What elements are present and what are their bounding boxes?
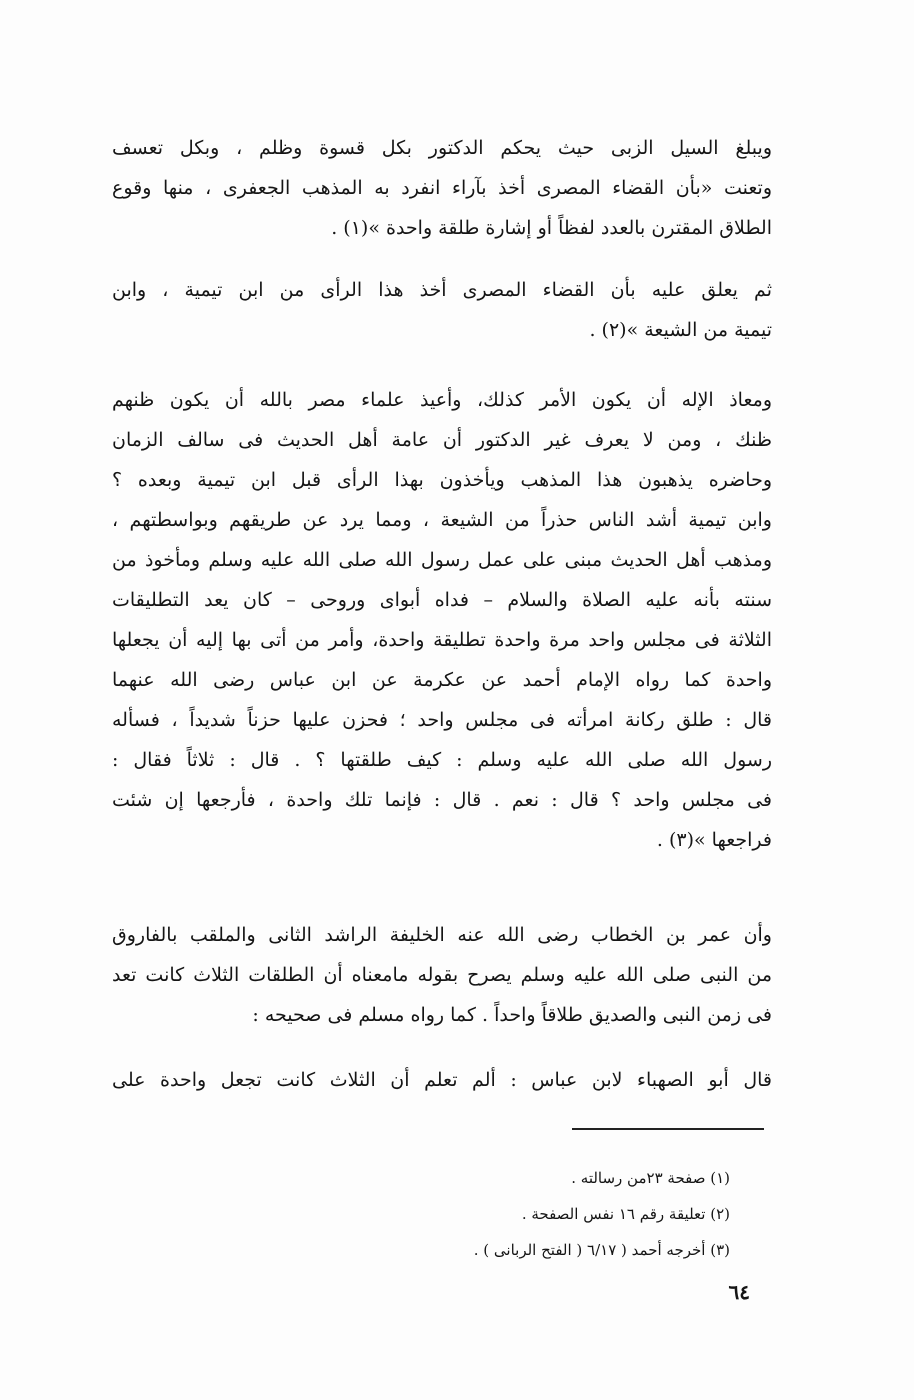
footnote-3: (٣) أخرجه أحمد ( ٦/١٧ ( الفتح الربانى ) .	[473, 1241, 730, 1259]
footnotes	[300, 1160, 730, 1268]
text-line: من النبى صلى الله عليه وسلم يصرح بقوله مامعناه أن الطلقات الثلاث كانت تعد	[112, 964, 772, 986]
text-line: وأن عمر بن الخطاب رضى الله عنه الخليفة الراشد الثانى والملقب بالفاروق	[112, 924, 772, 946]
text-line: رسول الله صلى الله عليه وسلم : كيف طلقتها ؟ . قال : ثلاثاً فقال :	[112, 749, 772, 771]
text-line: ومعاذ الإله أن يكون الأمر كذلك، وأعيذ علماء مصر بالله أن يكون ظنهم	[112, 389, 772, 411]
text-line: وتعنت «بأن القضاء المصرى أخذ بآراء انفرد به المذهب الجعفرى ، منها وقوع	[112, 177, 772, 199]
footnote-divider	[572, 1128, 764, 1130]
text-line: سنته بأنه عليه الصلاة والسلام – فداه أبواى وروحى – كان يعد التطليقات	[112, 589, 772, 611]
paragraph-1	[112, 128, 772, 248]
paragraph-5	[112, 1060, 772, 1100]
text-line: الثلاثة فى مجلس واحد مرة واحدة تطليقة واحدة، وأمر من أتى بها إليه أن يجعلها	[112, 629, 772, 651]
text-line: فى مجلس واحد ؟ قال : نعم . قال : فإنما تلك واحدة ، فأرجعها إن شئت	[112, 789, 772, 811]
text-line: ظنك ، ومن لا يعرف غير الدكتور أن عامة أهل الحديث فى سالف الزمان	[112, 429, 772, 451]
paragraph-4	[112, 915, 772, 1035]
text-line: ويبلغ السيل الزبى حيث يحكم الدكتور بكل قسوة وظلم ، وبكل تعسف	[112, 137, 772, 159]
text-line: ومذهب أهل الحديث مبنى على عمل رسول الله صلى الله عليه وسلم ومأخوذ من	[112, 549, 772, 571]
text-line: قال أبو الصهباء لابن عباس : ألم تعلم أن الثلاث كانت تجعل واحدة على	[112, 1069, 772, 1091]
paragraph-3	[112, 380, 772, 860]
footnote-2: (٢) تعليقة رقم ١٦ نفس الصفحة .	[521, 1205, 730, 1223]
text-line: تيمية من الشيعة »(٢) .	[589, 319, 772, 341]
page-number: ٦٤	[728, 1280, 750, 1304]
paragraph-2	[112, 270, 772, 350]
text-line: واحدة كما رواه الإمام أحمد عن عكرمة عن ابن عباس رضى الله عنهما	[112, 669, 772, 691]
text-line: ثم يعلق عليه بأن القضاء المصرى أخذ هذا الرأى من ابن تيمية ، وابن	[112, 279, 772, 301]
text-line: قال : طلق ركانة امرأته فى مجلس واحد ؛ فحزن عليها حزناً شديداً ، فسأله	[112, 709, 772, 731]
text-line: وابن تيمية أشد الناس حذراً من الشيعة ، ومما يرد عن طريقهم وبواسطتهم ،	[112, 509, 772, 531]
text-line: فى زمن النبى والصديق طلاقاً واحداً . كما رواه مسلم فى صحيحه :	[252, 1004, 772, 1026]
text-line: وحاضره يذهبون هذا المذهب ويأخذون بهذا الرأى قبل ابن تيمية وبعده ؟	[112, 469, 772, 491]
text-line: الطلاق المقترن بالعدد لفظاً أو إشارة طلقة واحدة »(١) .	[331, 217, 772, 239]
text-line: فراجعها »(٣) .	[656, 829, 772, 851]
footnote-1: (١) صفحة ٢٣من رسالته .	[571, 1169, 730, 1187]
